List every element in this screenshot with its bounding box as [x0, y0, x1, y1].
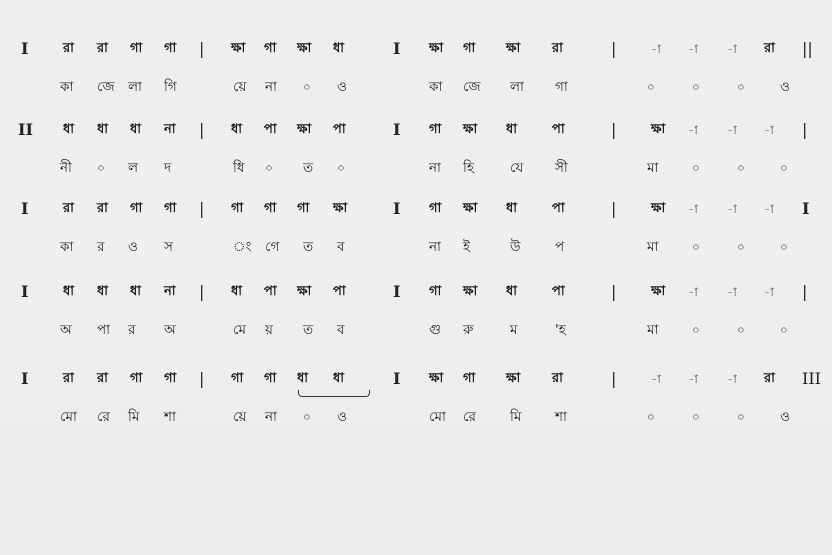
stanza-start-bar: I	[21, 199, 29, 218]
swara-note: ধা	[130, 284, 142, 299]
lyric-syllable: য়ে	[233, 409, 247, 425]
lyric-syllable: ০	[97, 161, 105, 175]
lyric-syllable: মি	[510, 409, 522, 425]
swara-note: ক্ষা	[463, 284, 478, 299]
swara-note: গা	[297, 201, 310, 216]
swara-note: রা	[63, 371, 74, 386]
lyric-syllable: মি	[128, 409, 140, 425]
lyric-syllable: ধি	[233, 160, 245, 176]
lyric-syllable: ল	[128, 160, 139, 176]
lyric-syllable: কা	[60, 239, 74, 255]
lyric-syllable: ম	[510, 322, 518, 338]
lyric-syllable: স	[164, 239, 173, 255]
swara-note: গা	[130, 201, 143, 216]
swara-note: -া	[727, 285, 737, 299]
lyric-syllable: মা	[647, 160, 659, 176]
lyric-syllable: মা	[647, 322, 659, 338]
lyric-syllable: গু	[429, 322, 441, 338]
lyric-syllable: ই	[463, 239, 471, 255]
swara-note: রা	[63, 41, 74, 56]
swara-note: গা	[264, 371, 277, 386]
lyric-syllable: রে	[97, 409, 110, 425]
bar-line: |	[199, 282, 205, 301]
swara-note: -া	[727, 42, 737, 56]
lyric-syllable: র	[97, 239, 105, 255]
lyric-syllable: অ	[60, 322, 72, 338]
swara-note: ধা	[231, 122, 243, 137]
swara-note: ক্ষা	[297, 284, 312, 299]
swara-note: ক্ষা	[231, 41, 246, 56]
lyric-syllable: লা	[128, 79, 142, 95]
lyric-syllable: গা	[555, 79, 568, 95]
lyric-syllable: নী	[60, 160, 72, 176]
lyric-syllable: মো	[60, 409, 77, 425]
bar-line: |	[802, 120, 808, 139]
lyric-syllable: ত	[303, 322, 314, 338]
swara-note: পা	[264, 122, 277, 137]
lyric-syllable: ০	[780, 161, 788, 175]
lyric-syllable: ও	[780, 409, 790, 425]
lyric-syllable: মে	[233, 322, 246, 338]
swara-note: গা	[130, 371, 143, 386]
swara-note: ধা	[63, 122, 75, 137]
swara-note: ধা	[506, 201, 518, 216]
swara-note: ক্ষা	[651, 122, 666, 137]
swara-note: ক্ষা	[463, 122, 478, 137]
lyric-syllable: দ	[164, 160, 172, 176]
bar-line: III	[802, 369, 821, 388]
lyric-syllable: না	[265, 79, 277, 95]
lyric-syllable: ও	[337, 409, 347, 425]
swara-note: পা	[333, 284, 346, 299]
swara-note: রা	[764, 371, 775, 386]
lyric-syllable: কা	[60, 79, 74, 95]
lyric-syllable: 'হ	[555, 322, 566, 338]
swara-line	[0, 38, 832, 62]
lyric-syllable: মো	[429, 409, 446, 425]
lyric-syllable: রে	[463, 409, 476, 425]
stanza-start-bar: I	[21, 282, 29, 301]
lyric-syllable: ০	[647, 80, 655, 94]
lyric-syllable: ০	[647, 410, 655, 424]
swara-note: গা	[429, 284, 442, 299]
swara-note: ধা	[231, 284, 243, 299]
swara-note: -া	[764, 285, 774, 299]
swara-note: রা	[552, 41, 563, 56]
stanza-start-bar: I	[21, 369, 29, 388]
swara-note: গা	[164, 41, 177, 56]
swara-note: গা	[231, 371, 244, 386]
lyric-syllable: ত	[303, 160, 314, 176]
lyric-syllable: ০	[692, 323, 700, 337]
lyric-syllable: যে	[510, 160, 524, 176]
swara-note: ধা	[97, 122, 109, 137]
lyric-syllable: না	[265, 409, 277, 425]
swara-note: -া	[688, 123, 698, 137]
swara-note: ক্ষা	[297, 122, 312, 137]
swara-note: গা	[164, 371, 177, 386]
lyric-syllable: ০	[737, 240, 745, 254]
swara-note: গা	[231, 201, 244, 216]
lyric-syllable: লা	[510, 79, 524, 95]
lyric-syllable: মা	[647, 239, 659, 255]
lyric-syllable: হি	[463, 160, 474, 176]
lyric-line	[0, 158, 832, 182]
bar-line: |	[611, 282, 617, 301]
lyric-syllable: শা	[555, 409, 567, 425]
swara-line	[0, 281, 832, 305]
lyric-syllable: অ	[164, 322, 176, 338]
swara-note: ক্ষা	[651, 284, 666, 299]
swara-note: -া	[727, 123, 737, 137]
stanza-start-bar: II	[18, 120, 33, 139]
swara-note: ধা	[297, 371, 309, 386]
swara-note: ধা	[506, 284, 518, 299]
lyric-syllable: ০	[265, 161, 273, 175]
bar-line: |	[611, 120, 617, 139]
lyric-syllable: ০	[780, 323, 788, 337]
bar-line: |	[199, 199, 205, 218]
swara-note: না	[164, 122, 176, 137]
swara-note: ক্ষা	[651, 201, 666, 216]
swara-note: -া	[688, 372, 698, 386]
swara-note: -া	[727, 372, 737, 386]
swara-note: -া	[651, 42, 661, 56]
lyric-syllable: ব	[337, 322, 345, 338]
swara-note: ক্ষা	[297, 41, 312, 56]
bar-line: I	[393, 369, 401, 388]
lyric-line	[0, 320, 832, 344]
bar-line: |	[611, 39, 617, 58]
swara-note: ধা	[63, 284, 75, 299]
swara-line	[0, 198, 832, 222]
swara-note: রা	[97, 41, 108, 56]
lyric-syllable: ০	[692, 161, 700, 175]
swara-note: -া	[688, 285, 698, 299]
swara-note: রা	[63, 201, 74, 216]
swara-note: -া	[764, 202, 774, 216]
swara-note: ক্ষা	[506, 371, 521, 386]
swara-note: গা	[130, 41, 143, 56]
swara-note: গা	[164, 201, 177, 216]
swara-note: রা	[97, 371, 108, 386]
lyric-syllable: ০	[303, 80, 311, 94]
swara-note: রা	[764, 41, 775, 56]
bar-line: |	[611, 369, 617, 388]
lyric-syllable: ০	[692, 80, 700, 94]
swara-note: ক্ষা	[429, 371, 444, 386]
swara-note: গা	[264, 201, 277, 216]
lyric-syllable: ০	[780, 240, 788, 254]
swara-note: -া	[727, 202, 737, 216]
lyric-syllable: গি	[164, 79, 177, 95]
lyric-syllable: ০	[737, 323, 745, 337]
lyric-syllable: ০	[737, 80, 745, 94]
swara-note: গা	[463, 41, 476, 56]
swara-note: -া	[764, 123, 774, 137]
swara-line	[0, 368, 832, 392]
bar-line: I	[393, 199, 401, 218]
bar-line: |	[611, 199, 617, 218]
bar-line: |	[802, 282, 808, 301]
lyric-syllable: ত	[303, 239, 314, 255]
lyric-syllable: শা	[164, 409, 176, 425]
swara-note: ধা	[333, 41, 345, 56]
swara-note: গা	[264, 41, 277, 56]
swara-note: পা	[264, 284, 277, 299]
lyric-line	[0, 407, 832, 431]
swara-note: না	[164, 284, 176, 299]
lyric-syllable: র	[128, 322, 136, 338]
swara-note: রা	[97, 201, 108, 216]
lyric-line	[0, 77, 832, 101]
lyric-syllable: য়	[265, 322, 273, 338]
lyric-syllable: রু	[463, 322, 474, 338]
swara-note: ধা	[130, 122, 142, 137]
lyric-syllable: ০	[337, 161, 345, 175]
swara-note: ধা	[97, 284, 109, 299]
lyric-syllable: না	[429, 160, 441, 176]
lyric-syllable: প	[555, 239, 565, 255]
swara-line	[0, 119, 832, 143]
lyric-syllable: সী	[555, 160, 568, 176]
swara-note: রা	[552, 371, 563, 386]
swara-note: -া	[651, 372, 661, 386]
lyric-syllable: জে	[97, 79, 115, 95]
swara-note: পা	[333, 122, 346, 137]
bar-line: |	[199, 369, 205, 388]
stanza-start-bar: I	[21, 39, 29, 58]
swara-note: গা	[429, 201, 442, 216]
lyric-syllable: ০	[692, 410, 700, 424]
lyric-syllable: না	[429, 239, 441, 255]
lyric-syllable: পা	[97, 322, 111, 338]
bar-line: I	[393, 39, 401, 58]
swara-note: ধা	[333, 371, 345, 386]
lyric-syllable: ০	[737, 410, 745, 424]
lyric-line	[0, 237, 832, 261]
swara-note: ক্ষা	[333, 201, 348, 216]
lyric-syllable: কা	[429, 79, 443, 95]
swara-note: ধা	[506, 122, 518, 137]
swara-note: -া	[688, 202, 698, 216]
lyric-syllable: য়ে	[233, 79, 247, 95]
lyric-syllable: ও	[128, 239, 138, 255]
lyric-syllable: জে	[463, 79, 481, 95]
lyric-syllable: ব	[337, 239, 345, 255]
swara-note: গা	[429, 122, 442, 137]
swara-note: গা	[463, 371, 476, 386]
bar-line: I	[393, 120, 401, 139]
swara-note: পা	[552, 201, 565, 216]
lyric-syllable: ০	[737, 161, 745, 175]
bar-line: I	[802, 199, 810, 218]
lyric-syllable: ০	[303, 410, 311, 424]
bar-line: I	[393, 282, 401, 301]
lyric-syllable: ও	[780, 79, 790, 95]
lyric-syllable: ০	[692, 240, 700, 254]
swara-note: ক্ষা	[429, 41, 444, 56]
swara-note: ক্ষা	[506, 41, 521, 56]
lyric-syllable: ং	[233, 239, 252, 255]
lyric-syllable: উ	[510, 239, 521, 255]
bar-line: |	[199, 39, 205, 58]
swara-note: ক্ষা	[463, 201, 478, 216]
swara-note: -া	[688, 42, 698, 56]
swara-note: পা	[552, 284, 565, 299]
lyric-syllable: গে	[265, 239, 280, 255]
bar-line: ||	[802, 39, 813, 58]
swara-note: পা	[552, 122, 565, 137]
slur-mark	[298, 390, 370, 397]
lyric-syllable: ও	[337, 79, 347, 95]
bar-line: |	[199, 120, 205, 139]
